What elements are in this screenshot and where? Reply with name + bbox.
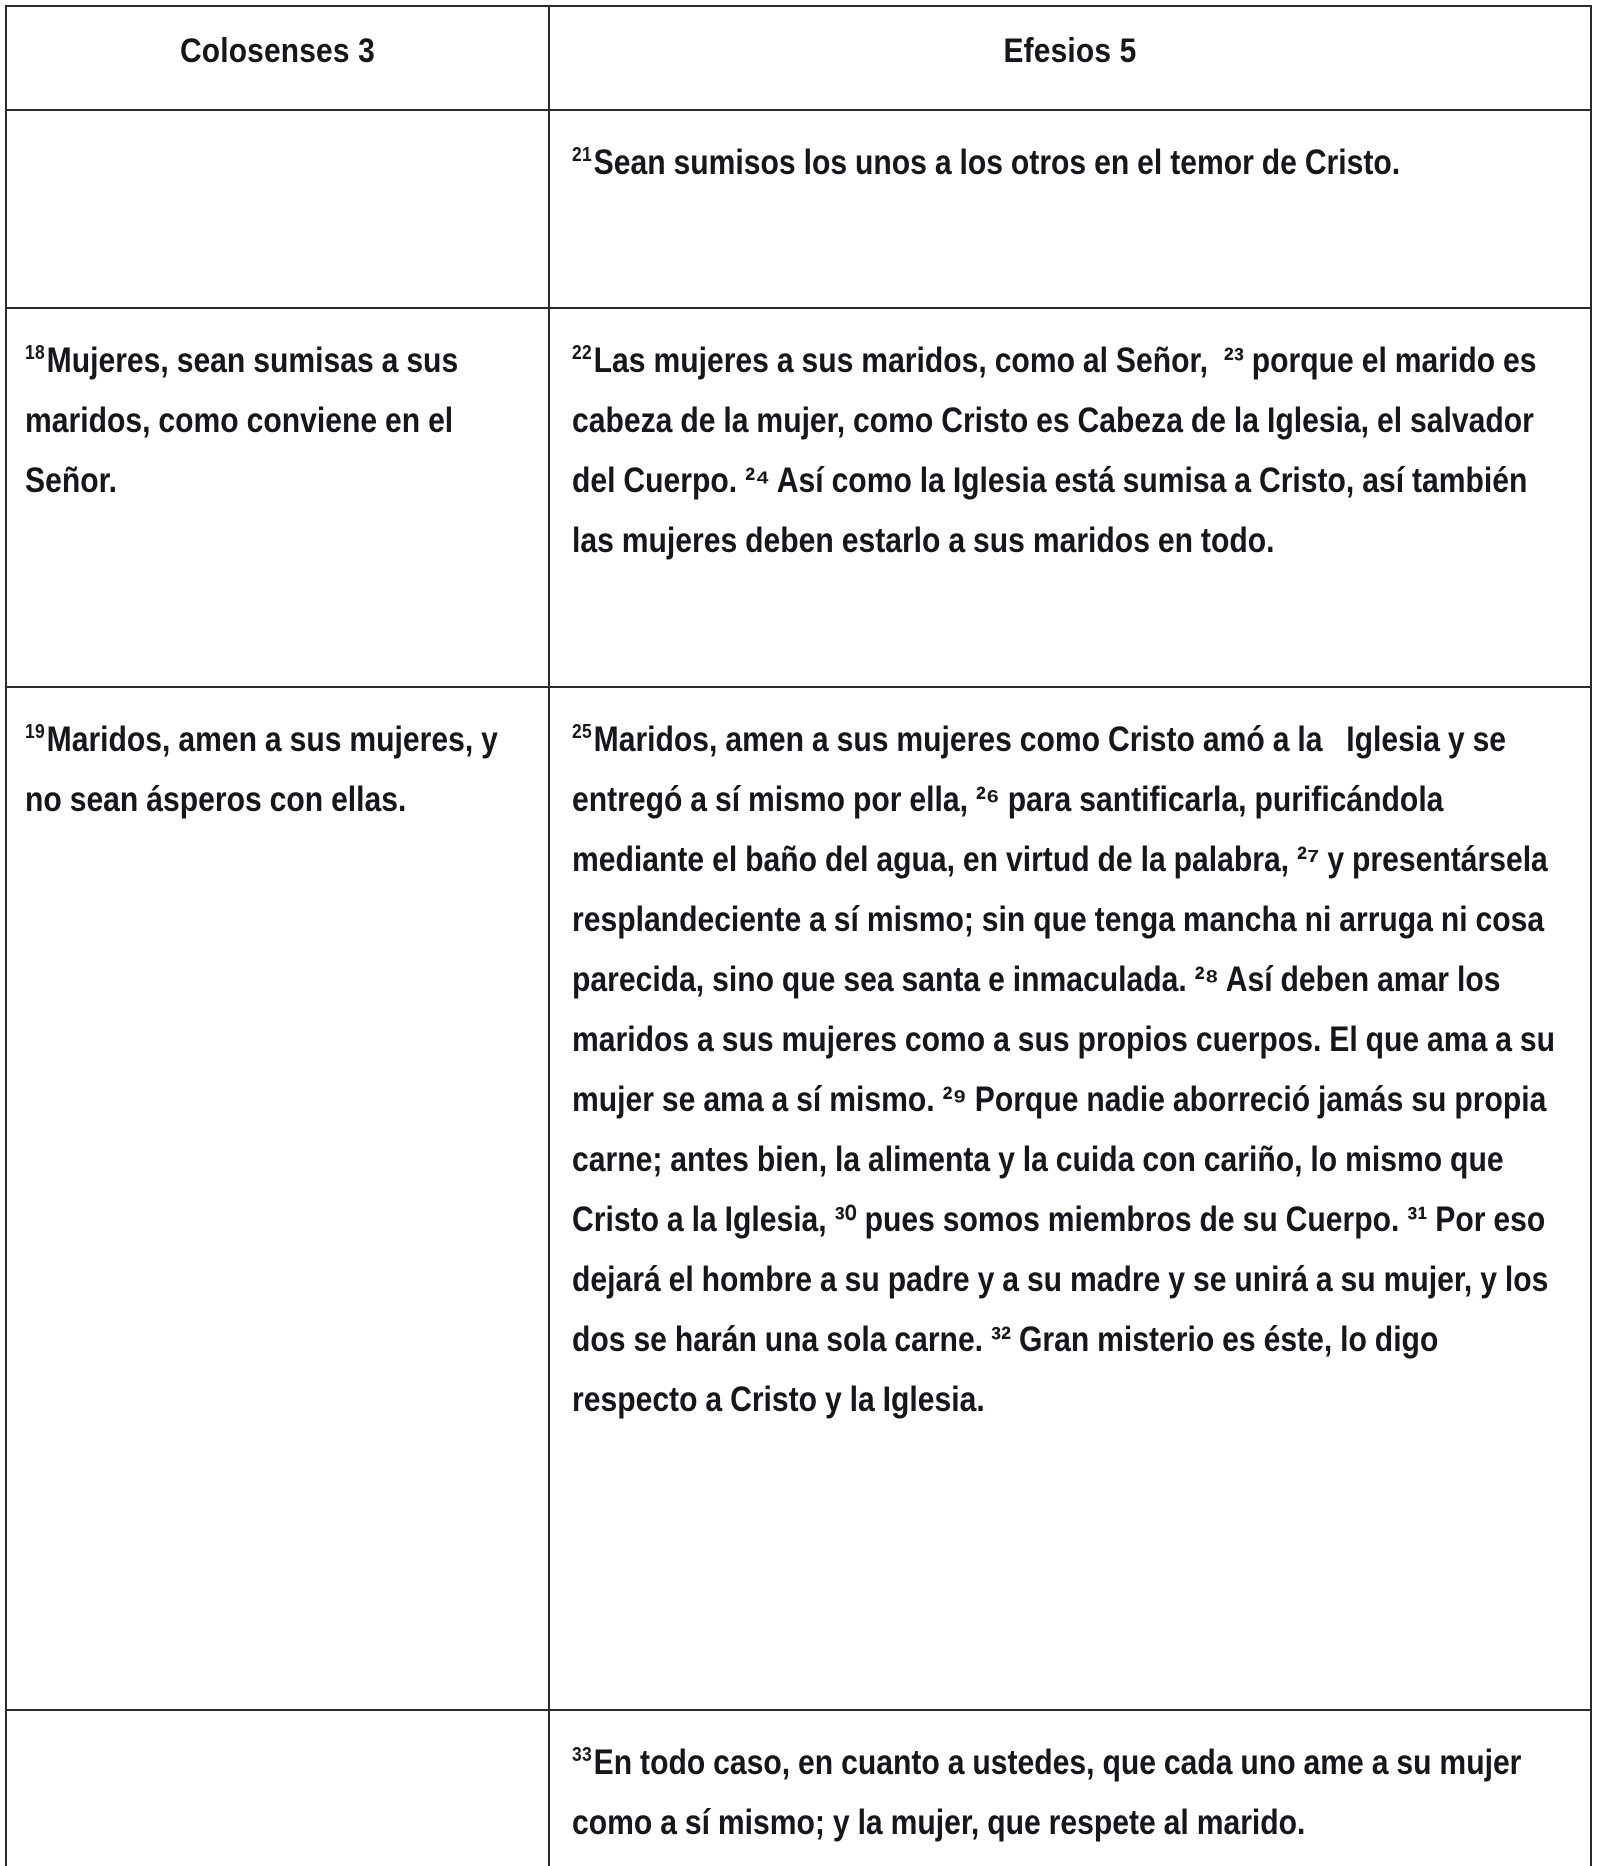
scripture-comparison-table [5, 5, 1592, 1866]
cell-colosenses-empty-1 [6, 110, 549, 308]
cell-efesios-verse-22 [549, 308, 1591, 687]
table-row [6, 308, 1591, 687]
cell-colosenses-empty-2 [6, 1710, 549, 1866]
verse-text: Maridos, amen a sus mujeres, y no sean ásperos con ellas. [25, 720, 506, 819]
table-body [6, 110, 1591, 1866]
cell-efesios-verse-21 [549, 110, 1591, 308]
table-row [6, 110, 1591, 308]
verse-number: 25 [572, 721, 592, 744]
verse-number: 22 [572, 342, 592, 365]
verse-text: Maridos, amen a sus mujeres como Cristo amó a la Iglesia y se entregó a sí mismo por ella, ²⁶ para santificarla, purificándola mediante el baño del agua, en virtud de la palabra, ²⁷ y presentársela resplandeciente a sí mismo; sin que tenga mancha ni arruga ni cosa parecida, sino que sea santa e inmaculada. ²⁸ Así deben amar los maridos a sus mujeres como a sus propios cuerpos. El que ama a su mujer se ama a sí mismo. ²⁹ Porque nadie aborreció jamás su propia carne; antes bien, la alimenta y la cuida con cariño, lo mismo que Cristo a la Iglesia, ³⁰ pues somos miembros de su Cuerpo. ³¹ Por eso dejará el hombre a su padre y a su madre y se unirá a su mujer, y los dos se harán una sola carne. ³² Gran misterio es éste, lo digo respecto a Cristo y la Iglesia. [572, 720, 1563, 1419]
verse-passage [572, 1733, 1564, 1853]
cell-efesios-verse-25 [549, 687, 1591, 1710]
verse-text: Mujeres, sean sumisas a sus maridos, como conviene en el Señor. [25, 341, 467, 500]
column-header-efesios-label: Efesios 5 [1003, 31, 1137, 70]
verse-passage [572, 710, 1564, 1430]
verse-passage [25, 331, 525, 511]
verse-text: Las mujeres a sus maridos, como al Señor, ²³ porque el marido es cabeza de la mujer, como Cristo es Cabeza de la Iglesia, el salvador del Cuerpo. ²⁴ Así como la Iglesia está sumisa a Cristo, así también las mujeres deben estarlo a sus maridos en todo. [572, 341, 1545, 560]
verse-passage [572, 331, 1564, 571]
cell-efesios-verse-33 [549, 1710, 1591, 1866]
verse-text: Sean sumisos los unos a los otros en el temor de Cristo. [593, 143, 1401, 182]
table-row [6, 687, 1591, 1710]
cell-colosenses-verse-19 [6, 687, 549, 1710]
verse-number: 18 [25, 342, 45, 365]
verse-number: 19 [25, 721, 45, 744]
header-row [6, 6, 1591, 110]
column-header-colosenses-label: Colosenses 3 [179, 31, 376, 70]
table-header [6, 6, 1591, 110]
verse-passage [25, 710, 525, 830]
verse-passage [572, 133, 1564, 193]
table-row [6, 1710, 1591, 1866]
cell-colosenses-verse-18 [6, 308, 549, 687]
column-header-efesios [549, 6, 1591, 110]
column-header-colosenses [6, 6, 549, 110]
verse-text: En todo caso, en cuanto a ustedes, que cada uno ame a su mujer como a sí mismo; y la mujer, que respete al marido. [572, 1743, 1530, 1842]
verse-number: 33 [572, 1744, 592, 1767]
verse-number: 21 [572, 144, 592, 167]
